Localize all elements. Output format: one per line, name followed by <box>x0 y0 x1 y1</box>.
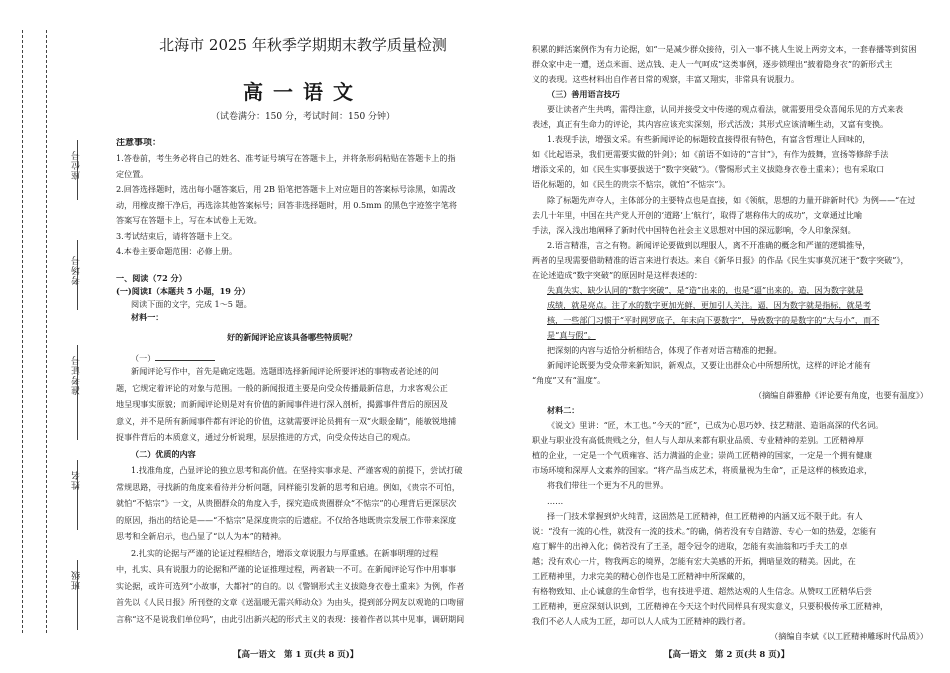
rightbody-line: 把深刻的内容与适恰分析相结合，体现了作者对语言精准的把握。 <box>547 345 782 355</box>
rightbody-line: 失真失实、缺少认同的“数字突破”，是“造”出来的，也是“逼”出来的。造，因为数字就是 <box>547 284 864 295</box>
rightbody-line: 积累的鲜活案例作为有力论据，如“一是减少群众接待，引入一事不挑人生说上两旁文本，一套春播等到贫困 <box>532 44 917 54</box>
leftbody-line: 实论据，或许可选列“小故事，大都衬”的自的。以《警钢形式主义拔隐身衣卷土重来》为例，作者 <box>116 580 465 591</box>
article-title: 好的新闻评论应该具备哪些特质呢？ <box>227 332 357 342</box>
rightbody-line: 工匠精神里，力求完美的精心创作也是工匠精神中所深藏的， <box>532 570 751 581</box>
rightbody-line: 我们不必人人成为工匠，却可以人人成为工匠精神的践行者。 <box>532 615 751 626</box>
rightbody-line: “角度”又有“温度”。 <box>532 375 606 386</box>
part-heading: 一、阅读（72 分） <box>116 273 187 283</box>
rightbody-line: 择一门技术掌握到炉火纯青，这固然是工匠精神，但工匠精神的内涵又远不限于此。有人 <box>547 510 863 521</box>
rightbody-line: 除了标题先声夺人，主体部分的主要特点也是直接，如《领航，思想的力量开辟新时代》为例——“在过 <box>547 194 916 205</box>
rightbody-line: 庖丁解牛的出神入化；倘若没有了王圣，超令冠令的进取，怎能有卖油翁和巧手夫工的卓 <box>532 540 848 551</box>
leftbody-line: （二）优质的内容 <box>131 448 196 459</box>
leftbody-line: 意义，并不是所有新闻事件都有评论的价值，这就需要评论员拥有一双“火眼金睛”，能敏锐地捕 <box>116 415 457 426</box>
rightbody-line: 《说文》里讲：“匠，木工也。”今天的“匠”，已成为心思巧妙、技艺精湛、造诣高深的代名词。 <box>547 420 884 431</box>
rightbody-line: 义的表现。这些材料出自作者日常的观察，丰富又翔实，非常具有说服力。 <box>532 74 800 85</box>
exam-room-label: 考场号 <box>72 255 82 285</box>
rightbody-line: 如《比起语录，我们更需要实做的针剑》；如《前语不如诗的“言甘”》，有作为鼓舞，宣扬等修辞手法 <box>532 149 889 160</box>
rightbody-line: 2.语言精准，言之有物。新闻评论要做到以理服人，离不开准确的概念和严谨的逻辑推导， <box>547 239 871 250</box>
rightbody-line: 将我们带往一个更为不凡的世界。 <box>547 480 669 491</box>
rightbody-line: …… <box>547 495 564 506</box>
notes-line: 1.答卷前，考生务必将自己的姓名、准考证号填写在答题卡上，并将条形码粘贴在答题卡上的指 <box>116 153 456 163</box>
exam-title: 北海市 2025 年秋季学期期末教学质量检测 <box>159 36 447 54</box>
sub-heading: (一)阅读Ⅰ（本题共 5 小题，19 分） <box>116 286 250 296</box>
rightbody-line: 要让读者产生共鸣，需得注意，认同并接受文中传递的观点看法，就需要用受众喜闻乐见的方式来表 <box>547 104 904 115</box>
binding-dash-line-inner <box>46 30 47 633</box>
binding-dash-line-outer <box>22 30 23 633</box>
leftbody-line: 捉事件背后的本质意义，通过分析说理，层层推进的方式，向受众传达自己的观点。 <box>116 432 416 442</box>
footer-page-1: 【高一语文 第 1 页(共 8 页)】 <box>233 650 359 660</box>
leftbody-line: 1.找准角度，凸显评论的独立思考和高价值。在坚持实事求是、严谨客观的前提下，尝试打破 <box>131 465 463 475</box>
rightbody-line: 工匠精神，更应深刻认识到，工匠精神在今天这个时代同样具有现实意义，只要积极传承工匠精神， <box>532 600 889 611</box>
notes-line: 定位置。 <box>116 168 149 179</box>
rightbody-line: （三）善用语言技巧 <box>547 89 620 100</box>
rightbody-line: 新闻评论既要为受众带来新知识，新观点，又要让出群众心中所想所忧，这样的评论才能有 <box>547 360 871 371</box>
rightbody-line: 植的企业，一定是一个气质雍容、活力满溢的企业；崇尚工匠精神的国家，一定是一个拥有健康 <box>532 450 872 461</box>
notes-line: 答案写在答题卡上，写在本试卷上无效。 <box>116 215 262 225</box>
notes-line: 3.考试结束后，请将答题卡上交。 <box>116 230 238 241</box>
leftbody-line: 言称“这不是说我们单位吗”，由此引出新兴起的形式主义的表现：接着作者以其中见事，调研期间 <box>116 613 465 624</box>
footer-page-2: 【高一语文 第 2 页(共 8 页)】 <box>664 650 790 660</box>
leftbody-line: 首先以《人民日报》所刊登的文章《送温暖无需兴师动众》为由头，提到部分网友以观诡的口吻留 <box>116 597 465 607</box>
rightbody-line: 两者的呈现需要借助精准的语言来进行表达。来自《新华日报》的作品《民生实事莫沉迷于“数字突破”》， <box>532 254 909 265</box>
rightbody-line: 去几十年里，中国在共产党人开创的‘道路’上‘航行’，取得了堪称伟大的成功”，文章通过比喻 <box>532 209 863 220</box>
rightbody-line: 手法，深入浅出地阐释了新时代中国特色社会主义思想对中国的深远影响，令人印象深刻。 <box>532 224 856 235</box>
rightbody-line: 有格物致知、止心诚意的生命哲学，也有技进乎道、超然达观的人生信念。从赞叹工匠精华后尝 <box>532 585 872 596</box>
subject-title: 高一语文 <box>243 80 363 104</box>
leftbody-line: 就怕“不惦宗”》一文，从贵圈群众的角度入手，探究造成贵圈群众“不惦宗”的心理背后更深层次 <box>116 498 457 508</box>
rightbody-line: 材料二： <box>547 405 580 416</box>
rightbody-line: 在论述造成“数字突破”的原因时是这样表述的： <box>532 269 703 280</box>
rightbody-line: 群众家中走一遭，送点米面、送点钱、走人一气呵成”这类事例，逐步锁理出“披着隐身衣”的新形式主 <box>532 59 893 70</box>
leftbody-line: 中，扎实、具有说服力的论据和严谨的论证推理过程，两者缺一不可。在新闻评论写作中用事事 <box>116 564 456 574</box>
rightbody-line: 语化标题的，如《民生的贵宗不惦宗，就怕“不惦宗”》。 <box>532 179 731 190</box>
notes-heading: 注意事项： <box>116 138 162 148</box>
rightbody-line: 市场环境和深厚人文素养的国家。“将产品当成艺术，将质量视为生命”，正是这样的核致追求， <box>532 465 873 476</box>
leftbody-line: 新闻评论写作中，首先是确定选题。选题即选择新闻评论所要评述的事物或者论述的问 <box>131 366 439 376</box>
leftbody-line: 地呈现事实原貌；而新闻评论则是对有价值的新闻事件进行深入剖析，揭露事件背后的原因及 <box>116 399 448 409</box>
rightbody-line: 成绩，就是亮点。注了水的数字更加光鲜，更加引人关注。逼，因为数字就是指标，就是考 <box>547 299 871 310</box>
rightbody-line: 职业与职业没有高低贵贱之分，但人与人却从来都有职业品质、专业精神的差别。工匠精神厚 <box>532 435 864 446</box>
seat-number-label: 座位号 <box>72 150 82 180</box>
blank-heading: （一） <box>131 352 215 365</box>
leftbody-line: 的原因，指出的结论是——“不惦宗”是深度贵宗的后遗症。不仅给各地既贵宗发展工作带来深度 <box>116 514 457 525</box>
rightbody-line: 增添文采的，如《民生实事要拔送于“数字突破”》。（警惕形式主义拔隐身衣卷土重来）；也有采取口 <box>532 164 885 175</box>
rightbody-line: 表述，真正有生命力的评论，其内容应该充实深刻，形式活泼；其形式应该清晰生动，又富有变换。 <box>532 119 889 130</box>
leftbody-line: 题，它规定着评论的对象与范围。一般的新闻报道主要是向受众传播最新信息，力求客观公正 <box>116 382 448 393</box>
leftbody-line: 思考和全新启示，也凸显了“以人为本”的精神。 <box>116 531 287 541</box>
rightbody-line: （摘编自薛雅静《评论要有角度，也要有温度》） <box>753 390 928 401</box>
rightbody-line: 1.表现手法，增强文采。有些新闻评论的标题较直接得很有特色，有富含哲理让人回味的， <box>547 134 871 145</box>
admission-number-label: 准考证号 <box>72 355 82 395</box>
rightbody-line: 是“真与假”。 <box>547 329 596 340</box>
rightbody-line: 越；没有欢心一片，物我两忘的境界，怎能有宏大美感的开拓，拥暗显效的精美。因此，在 <box>532 555 856 566</box>
instruction: 阅读下面的文字，完成 1～5 题。 <box>131 299 252 309</box>
rightbody-line: （摘编自李斌《以工匠精神雕琢时代品质》） <box>770 630 928 641</box>
rightbody-line: 核，一些部门习惯于“平时网罗底子，年末向下要数字”，导致数字的是数字的“大与小”，而不 <box>547 314 880 325</box>
rightbody-line: 说：“没有一流的心性，就没有一流的技术。”的确，倘若没有专自踏游、专心一如的热爱，怎能有 <box>532 525 877 536</box>
name-label: 姓名 <box>72 470 82 490</box>
notes-line: 4.本卷主要命题范围：必修上册。 <box>116 246 238 256</box>
leftbody-line: 常规思路，寻找新的角度来看待并分析问题，同样能引发新的思考和启迪。例如，《贵宗不可怕， <box>116 481 460 492</box>
notes-line: 动，用橡皮擦干净后，再选涂其他答案标号；回答非选择题时，用 0.5mm 的黑色字迹签字笔将 <box>116 199 457 210</box>
material-one-label: 材料一： <box>131 312 164 322</box>
class-label: 班级 <box>72 570 82 590</box>
leftbody-line: 2.扎实的论据与严谨的论证过程相结合，增添文章说服力与厚重感。在新事明理的过程 <box>131 547 439 558</box>
notes-line: 2.回答选择题时，选出每小题答案后，用 2B 铅笔把答题卡上对应题目的答案标号涂黑，如需改 <box>116 184 456 194</box>
exam-info: （试卷满分：150 分，考试时间：150 分钟） <box>210 112 396 122</box>
